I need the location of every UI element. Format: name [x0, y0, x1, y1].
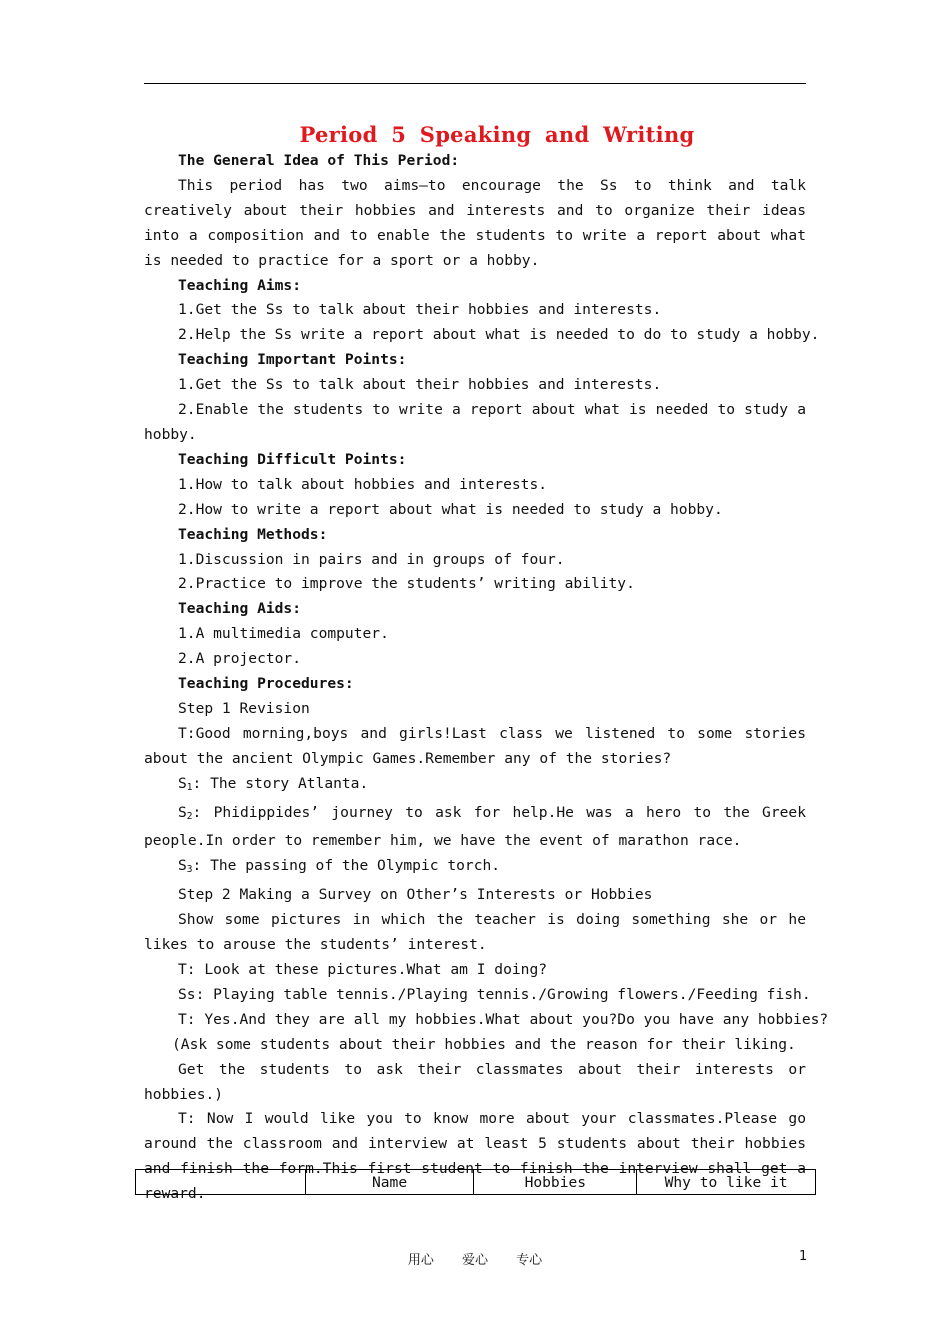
paragraph: (Ask some students about their hobbies and the reason for their liking.: [172, 1035, 796, 1053]
aims-heading: Teaching Aims:: [178, 276, 302, 294]
dialogue-line: T: Yes.And they are all my hobbies.What about you?Do you have any hobbies?: [178, 1010, 829, 1028]
aids-item: 2.A projector.: [178, 650, 302, 668]
dialogue-line: T:Good morning,boys and girls!Last class we listened to some stories about the ancient Olympic Games.Remember any of the stories?: [144, 724, 806, 767]
methods-item: 2.Practice to improve the students’ writing ability.: [178, 575, 635, 593]
important-item: 1.Get the Ss to talk about their hobbies and interests.: [178, 376, 662, 394]
page-number: 1: [799, 1249, 808, 1264]
table-header-cell: Name: [305, 1170, 474, 1195]
table-header-cell: Hobbies: [474, 1170, 637, 1195]
difficult-item: 2.How to write a report about what is needed to study a hobby.: [178, 500, 723, 518]
important-item: 2.Enable the students to write a report about what is needed to study a hobby.: [144, 401, 806, 443]
paragraph: Show some pictures in which the teacher is doing something she or he likes to arouse the students’ interest.: [144, 911, 806, 954]
document-body: [144, 149, 829, 1207]
table-header-row: [136, 1170, 816, 1195]
dialogue-line: T: Now I would like you to know more about your classmates.Please go around the classroom and interview at least 5 students about their hobbies and finish the form.This first student to finish the interview shall get a reward.: [144, 1110, 806, 1203]
aids-item: 1.A multimedia computer.: [178, 625, 389, 643]
survey-table: [135, 1169, 816, 1195]
general-heading: The General Idea of This Period:: [178, 152, 460, 169]
table-header-cell: Why to like it: [637, 1170, 816, 1195]
step-heading: Step 2 Making a Survey on Other’s Interests or Hobbies: [178, 886, 653, 904]
aims-item: 2.Help the Ss write a report about what is needed to do to study a hobby.: [178, 326, 820, 344]
dialogue-line: $S_3$: The passing of the Olympic torch.: [178, 857, 501, 876]
dialogue-line: $S_2$: Phidippides’ journey to ask for help.He was a hero to the Greek people.In order to remember him, we have the event of marathon race.: [144, 803, 806, 850]
dialogue-line: Ss: Playing table tennis./Playing tennis./Growing flowers./Feeding fish.: [178, 985, 811, 1003]
general-paragraph: This period has two aims—to encourage the Ss to think and talk creatively about their hobbies and interests and to organize their ideas into a composition and to enable the students to write a report about what is needed to practice for a sport or a hobby.: [144, 176, 806, 269]
aims-item: 1.Get the Ss to talk about their hobbies and interests.: [178, 301, 662, 319]
important-heading: Teaching Important Points:: [178, 351, 407, 369]
header-rule: [144, 83, 806, 84]
difficult-heading: Teaching Difficult Points:: [178, 450, 407, 468]
dialogue-line: T: Look at these pictures.What am I doing?: [178, 961, 548, 978]
difficult-item: 1.How to talk about hobbies and interests.: [178, 475, 548, 493]
paragraph: Get the students to ask their classmates about their interests or hobbies.): [144, 1060, 806, 1103]
aids-heading: Teaching Aids:: [178, 600, 302, 618]
footer-motto: 用心 爱心 专心: [407, 1253, 543, 1268]
dialogue-line: $S_1$: The story Atlanta.: [178, 774, 369, 793]
methods-heading: Teaching Methods:: [178, 525, 328, 543]
methods-item: 1.Discussion in pairs and in groups of four.: [178, 550, 565, 568]
page-title: Period 5 Speaking and Writing: [299, 122, 695, 147]
procedures-heading: Teaching Procedures:: [178, 675, 354, 693]
step-heading: Step 1 Revision: [178, 699, 310, 717]
table-header-cell: [136, 1170, 306, 1195]
